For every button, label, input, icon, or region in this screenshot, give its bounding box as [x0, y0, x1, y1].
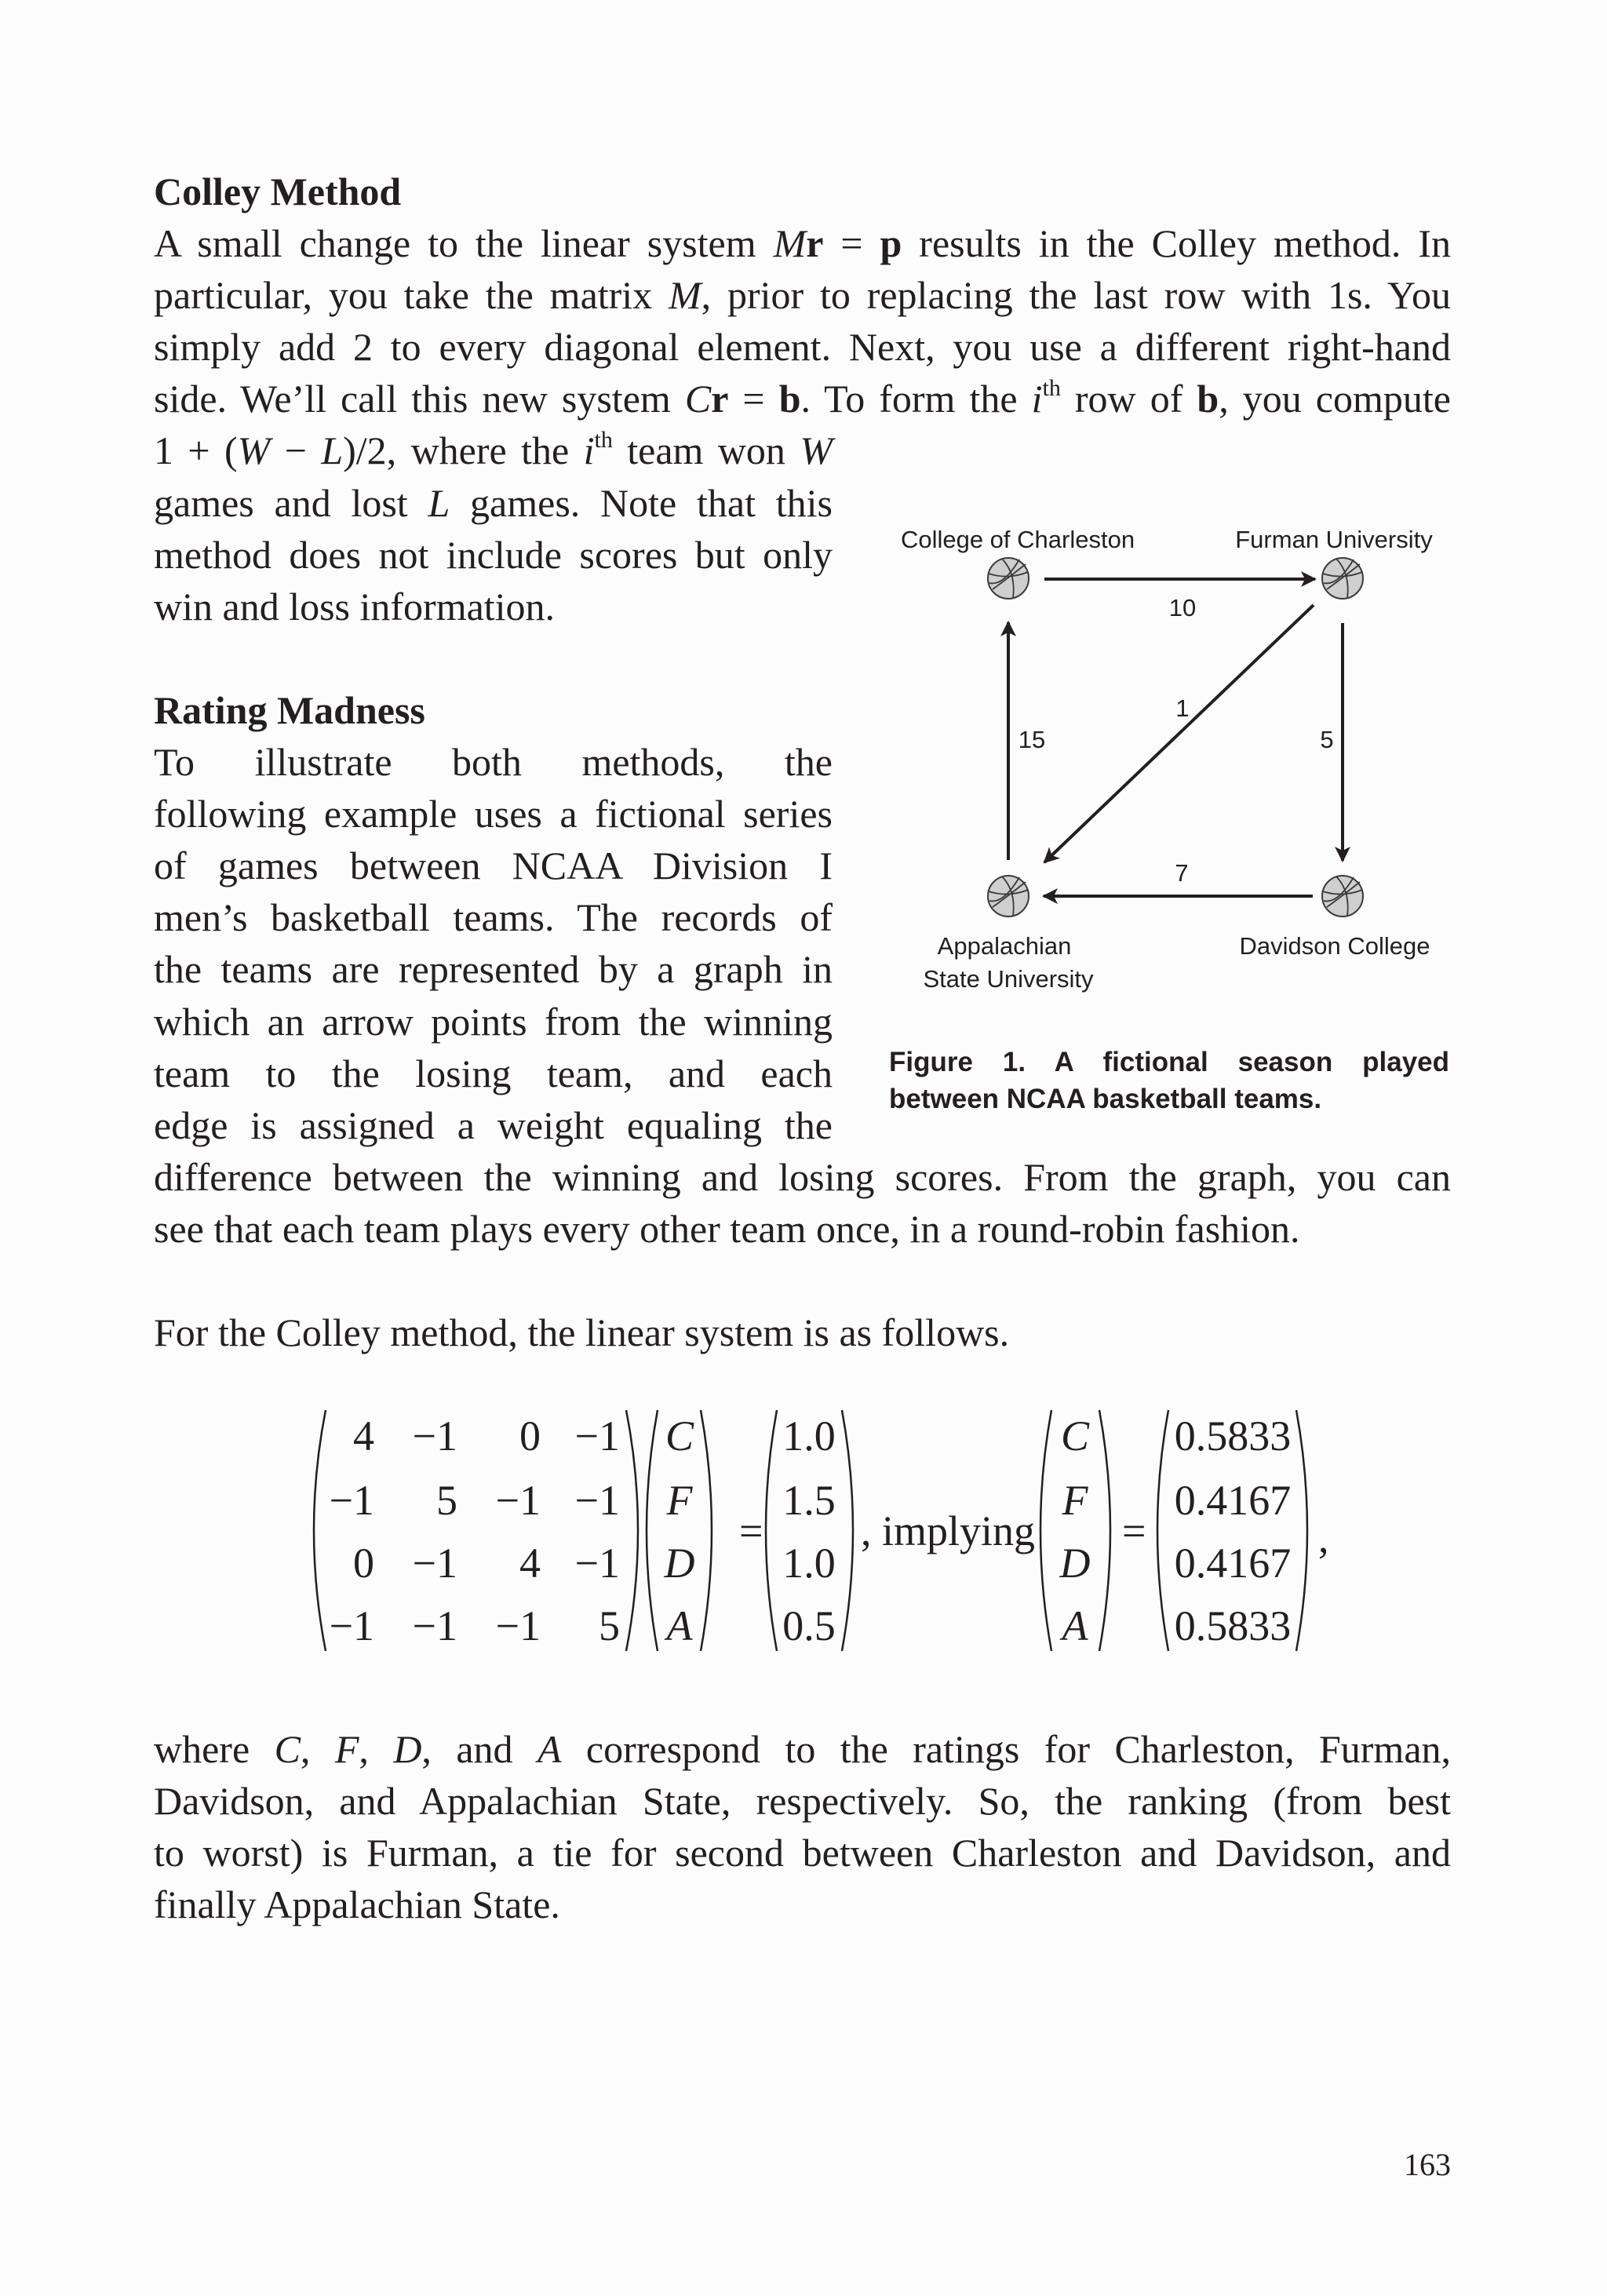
- solution-entry: 0.5833: [1174, 1412, 1292, 1460]
- text-run: row of: [1060, 377, 1197, 421]
- text-run: W: [800, 428, 833, 473]
- text-run: th: [594, 427, 613, 454]
- text-run: C: [684, 377, 712, 421]
- text-run: to worst) is Furman, a tie for second between Charleston and Davidson, and: [154, 1831, 1451, 1875]
- text-run: Davidson, and Appalachian State, respectively. So, the ranking (from best: [154, 1779, 1451, 1824]
- conclusion-paragraph: [154, 1723, 1451, 1930]
- text-run: . To form the: [800, 377, 1032, 421]
- edge-weight: 5: [1320, 726, 1334, 753]
- matrix-entry: 4: [519, 1540, 541, 1587]
- team-label-charleston: College of Charleston: [900, 526, 1135, 553]
- matrix-entry: 0: [519, 1412, 541, 1460]
- caption-line: between NCAA basketball teams.: [889, 1084, 1322, 1114]
- text-run: To illustrate both methods, the: [154, 740, 833, 785]
- page-number: 163: [1404, 2147, 1451, 2182]
- rhs-entry: 1.0: [782, 1540, 836, 1587]
- text-run: team to the losing team, and each: [154, 1051, 833, 1095]
- text-run: r: [711, 377, 729, 421]
- matrix-entry: −1: [329, 1477, 374, 1524]
- text-run: For the Colley method, the linear system is as follows.: [154, 1310, 1010, 1355]
- text-run: =: [823, 221, 880, 266]
- solution-entry: 0.5833: [1174, 1602, 1292, 1649]
- text-run: F: [334, 1727, 359, 1771]
- text-run: 1 + (: [154, 428, 238, 473]
- matrix-entry: −1: [412, 1540, 457, 1587]
- team-label-appalachian-line2: State University: [923, 965, 1094, 993]
- text-run: Rating Madness: [154, 687, 425, 732]
- matrix-entry: −1: [495, 1602, 541, 1649]
- rhs-entry: 1.0: [782, 1412, 836, 1460]
- text-run: )/2, where the: [343, 428, 584, 473]
- text-run: method does not include scores but only: [154, 532, 833, 577]
- text-run: M: [773, 221, 807, 266]
- text-run: , you compute: [1219, 377, 1451, 421]
- trailing-comma: ,: [1318, 1514, 1329, 1562]
- team-label-furman: Furman University: [1235, 526, 1433, 553]
- rating-variable: D: [664, 1540, 695, 1587]
- text-run: A: [537, 1727, 562, 1771]
- matrix-entry: −1: [495, 1477, 541, 1524]
- text-run: b: [1197, 377, 1219, 421]
- matrix-entry: 5: [436, 1477, 457, 1524]
- rating-variable: D: [1059, 1540, 1091, 1587]
- text-run: finally Appalachian State.: [154, 1882, 560, 1927]
- matrix-entry: −1: [574, 1540, 620, 1587]
- edge-weight: 1: [1175, 694, 1190, 722]
- text-run: where: [154, 1727, 275, 1771]
- text-run: i: [583, 428, 595, 473]
- equals-sign: =: [739, 1507, 763, 1554]
- text-run: b: [778, 377, 801, 421]
- rating-variable: F: [666, 1477, 693, 1524]
- text-run: men’s basketball teams. The records of: [154, 895, 833, 940]
- text-run: games. Note that this: [450, 480, 833, 525]
- text-run: ,: [300, 1727, 335, 1771]
- text-run: side. We’ll call this new system: [154, 377, 685, 421]
- solution-entry: 0.4167: [1174, 1540, 1292, 1587]
- rating-variable: C: [1060, 1412, 1090, 1460]
- team-label-appalachian-line1: Appalachian: [937, 932, 1072, 960]
- text-run: −: [270, 428, 322, 473]
- text-run: which an arrow points from the winning: [154, 999, 833, 1044]
- rhs-entry: 0.5: [782, 1602, 836, 1649]
- matrix-entry: 4: [353, 1412, 374, 1460]
- text-run: results in the Colley method. In: [902, 221, 1452, 266]
- equals-sign: =: [1122, 1507, 1146, 1554]
- text-run: L: [321, 428, 344, 473]
- edge-weight: 10: [1168, 594, 1197, 621]
- matrix-entry: 5: [599, 1602, 620, 1649]
- text-run: see that each team plays every other team once, in a round-robin fashion.: [154, 1206, 1300, 1251]
- text-run: edge is assigned a weight equaling the: [154, 1102, 833, 1147]
- solution-entry: 0.4167: [1174, 1477, 1292, 1524]
- text-run: , and: [421, 1727, 537, 1771]
- text-line: [154, 1879, 1451, 1930]
- matrix-entry: −1: [574, 1412, 620, 1460]
- edge-weight: 15: [1018, 726, 1046, 753]
- text-run: C: [274, 1727, 301, 1771]
- matrix-entry: −1: [329, 1602, 374, 1649]
- text-run: games and lost: [154, 480, 428, 525]
- text-line: [154, 1723, 1451, 1775]
- text-run: of games between NCAA Division I: [154, 844, 833, 888]
- text-run: team won: [612, 428, 800, 473]
- text-run: Colley Method: [154, 169, 402, 213]
- caption-line: Figure 1. A fictional season played: [889, 1047, 1449, 1077]
- team-label-davidson: Davidson College: [1239, 932, 1430, 960]
- text-run: D: [393, 1727, 422, 1771]
- text-run: M: [669, 273, 701, 318]
- text-run: th: [1042, 375, 1061, 402]
- matrix-entry: −1: [412, 1602, 457, 1649]
- text-run: W: [237, 428, 271, 473]
- text-run: particular, you take the matrix: [154, 273, 669, 318]
- text-run: =: [728, 377, 779, 421]
- text-run: , prior to replacing the last row with 1s. You: [701, 273, 1451, 318]
- text-run: the teams are represented by a graph in: [154, 947, 833, 992]
- text-run: correspond to the ratings for Charleston, Furman,: [561, 1727, 1452, 1771]
- rhs-entry: 1.5: [782, 1477, 836, 1524]
- text-line: [154, 1827, 1451, 1879]
- text-run: simply add 2 to every diagonal element. Next, you use a different right-hand: [154, 325, 1451, 370]
- text-run: difference between the winning and losing scores. From the graph, you can: [154, 1154, 1451, 1199]
- text-run: p: [880, 221, 902, 266]
- text-run: r: [806, 221, 824, 266]
- matrix-entry: 0: [353, 1540, 374, 1587]
- text-run: ,: [359, 1727, 394, 1771]
- text-run: i: [1031, 377, 1043, 421]
- text-line: [154, 1775, 1451, 1827]
- rating-variable: C: [665, 1412, 694, 1460]
- text-run: A small change to the linear system: [154, 221, 774, 266]
- edge-weight: 7: [1175, 859, 1189, 887]
- rating-variable: A: [666, 1602, 693, 1649]
- matrix-entry: −1: [412, 1412, 457, 1460]
- rating-variable: F: [1062, 1477, 1088, 1524]
- text-run: win and loss information.: [154, 584, 556, 629]
- matrix-entry: −1: [574, 1477, 620, 1524]
- text-run: following example uses a fictional series: [154, 792, 833, 836]
- text-run: L: [428, 480, 450, 525]
- implying-text: , implying: [861, 1507, 1036, 1554]
- rating-variable: A: [1062, 1602, 1088, 1649]
